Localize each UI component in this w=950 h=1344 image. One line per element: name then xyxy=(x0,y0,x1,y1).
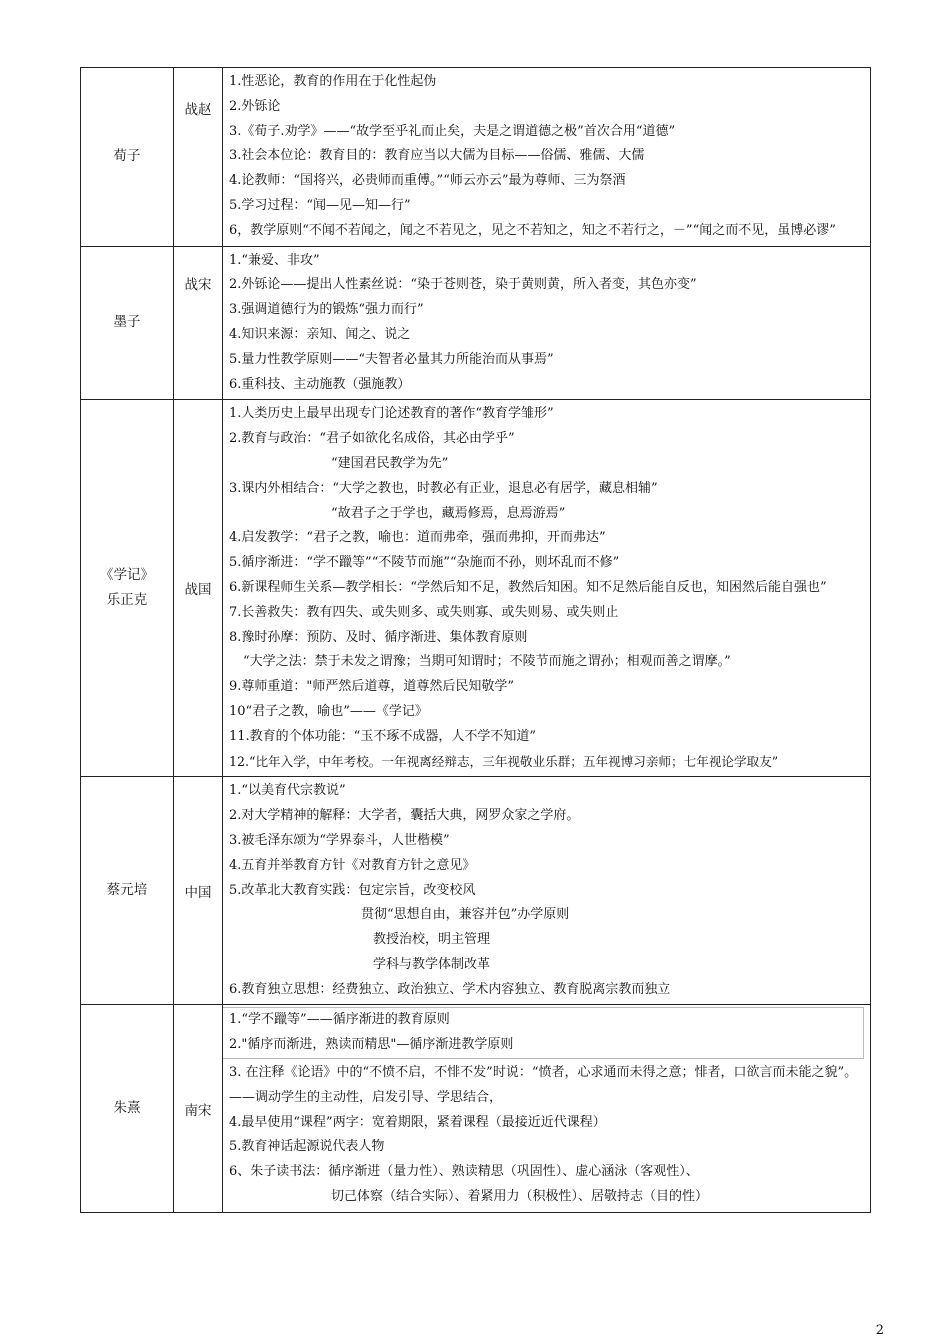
author-name: 乐正克 xyxy=(106,592,148,609)
list-item: 9.尊师重道："师严然后道尊，道尊然后民知敬学” xyxy=(229,679,515,695)
list-item: 教授治校，明主管理 xyxy=(373,932,491,948)
table-row xyxy=(81,1005,871,1212)
list-item: 3.强调道德行为的锻炼“强力而行” xyxy=(229,302,424,318)
list-item: 3.《荀子.劝学》——“故学至乎礼而止矣，夫是之谓道德之极”首次合用“道德” xyxy=(229,123,676,139)
list-item: 6.重科技、主动施教（强施教） xyxy=(229,376,411,392)
list-item: 1.“兼爱、非攻” xyxy=(229,252,320,268)
list-item: 2."循序而渐进，熟读而精思"—循序渐进教学原则 xyxy=(229,1037,514,1053)
list-item: 12.“比年入学，中年考校。一年视离经辩志，三年视敬业乐群；五年视博习亲师；七年视论学取友” xyxy=(229,753,779,769)
summary-table xyxy=(80,67,871,1213)
book-title: 《学记》 xyxy=(100,567,154,584)
list-item: 5.学习过程：“闻—见—知—行” xyxy=(229,197,411,213)
list-item: 10“君子之教，喻也”——《学记》 xyxy=(229,703,428,719)
list-item: 2.外铄论 xyxy=(229,98,281,114)
person-name: 蔡元培 xyxy=(81,777,174,1005)
list-item: 3.被毛泽东颂为“学界泰斗，人世楷模” xyxy=(229,832,450,848)
list-item: 2.对大学精神的解释：大学者，囊括大典，网罗众家之学府。 xyxy=(229,808,580,824)
content-cell xyxy=(223,777,871,1005)
list-item: 2.教育与政治：“君子如欲化名成俗，其必由学乎” xyxy=(229,431,515,447)
list-item: 5.教育神话起源说代表人物 xyxy=(229,1139,385,1155)
list-item: 11.教育的个体功能：“玉不琢不成器，人不学不知道” xyxy=(229,728,536,744)
table-row xyxy=(81,246,871,400)
list-item: 2.外铄论——提出人性素丝说：“染于苍则苍，染于黄则黄，所入者变，其色亦变” xyxy=(229,277,697,293)
list-item: 4.最早使用“课程”两字：宽着期限，紧着课程（最接近近代课程） xyxy=(229,1114,606,1130)
list-item: 学科与教学体制改革 xyxy=(373,956,491,972)
list-item: 4.五育并举教育方针《对教育方针之意见》 xyxy=(229,857,476,873)
list-item: 1.“以美育代宗教说” xyxy=(229,783,346,799)
list-item: 6，教学原则“不闻不若闻之，闻之不若见之，见之不若知之，知之不若行之，－”“闻之而不见，虽博必谬” xyxy=(229,222,836,238)
person-name: 荀子 xyxy=(81,68,174,247)
person-name: 朱熹 xyxy=(81,1005,174,1212)
list-item: 5.量力性教学原则——“夫智者必量其力所能治而从事焉” xyxy=(229,351,554,367)
list-item: 贯彻“思想自由，兼容并包”办学原则 xyxy=(361,907,570,923)
list-item: 6.教育独立思想：经费独立、政治独立、学术内容独立、教育脱离宗教而独立 xyxy=(229,981,671,997)
list-item: 7.长善救失：教有四失、或失则多、或失则寡、或失则易、或失则止 xyxy=(229,604,619,620)
era: 南宋 xyxy=(174,1005,223,1212)
content-cell xyxy=(223,246,871,400)
list-item: 3.社会本位论：教育目的：教育应当以大儒为目标——俗儒、雅儒、大儒 xyxy=(229,148,645,164)
list-item: “建国君民教学为先” xyxy=(331,455,449,471)
list-item: 5.循序渐进：“学不躐等”“不陵节而施”“杂施而不孙，则坏乱而不修” xyxy=(229,555,620,571)
era: 战赵 xyxy=(174,68,223,247)
inner-box xyxy=(223,1007,864,1059)
content-cell xyxy=(223,1005,871,1212)
list-item: 1.“学不躐等”——循序渐进的教育原则 xyxy=(229,1012,450,1028)
table-row xyxy=(81,68,871,247)
list-item: 1.性恶论，教育的作用在于化性起伪 xyxy=(229,74,437,89)
list-item: 切己体察（结合实际）、着紧用力（积极性）、居敬持志（目的性） xyxy=(331,1189,709,1205)
era: 战宋 xyxy=(174,246,223,400)
list-item: 4.知识来源：亲知、闻之、说之 xyxy=(229,326,411,342)
content-cell xyxy=(223,400,871,777)
list-item: 4.论教师：“国将兴，必贵师而重傅。”“师云亦云”最为尊师、三为祭酒 xyxy=(229,173,626,189)
list-item: “大学之法：禁于未发之谓豫；当期可知谓时；不陵节而施之谓孙；相观而善之谓摩。” xyxy=(243,654,731,670)
table-row xyxy=(81,400,871,777)
page-number: 2 xyxy=(875,1323,884,1338)
list-item: 6、朱子读书法：循序渐进（量力性）、熟读精思（巩固性）、虚心涵泳（客观性）、 xyxy=(229,1164,699,1180)
era: 战国 xyxy=(174,400,223,777)
list-item: 1.人类历史上最早出现专门论述教育的著作“教育学雏形” xyxy=(229,406,554,422)
person-name xyxy=(81,400,174,777)
era: 中国 xyxy=(174,777,223,1005)
person-name: 墨子 xyxy=(81,246,174,400)
list-item: 8.豫时孙摩：预防、及时、循序渐进、集体教育原则 xyxy=(229,629,528,645)
list-item: 3.课内外相结合：“大学之教也，时教必有正业，退息必有居学，藏息相辅” xyxy=(229,480,658,496)
content-cell xyxy=(223,68,871,247)
list-item: 4.启发教学：“君子之教，喻也：道而弗牵，强而弗抑，开而弗达” xyxy=(229,530,606,546)
list-item: “故君子之于学也，藏焉修焉，息焉游焉” xyxy=(331,505,566,521)
list-item: 3. 在注释《论语》中的“不愤不启，不悱不发”时说：“愤者，心求通而未得之意；悱者，口欲言而未能之貌”。——调动学生的主动性，启发引导、学思结合， xyxy=(229,1065,858,1105)
table-row xyxy=(81,777,871,1005)
list-item: 5.改革北大教育实践：包定宗旨，改变校风 xyxy=(229,882,476,898)
list-item: 6.新课程师生关系—教学相长：“学然后知不足，教然后知困。知不足然后能自反也，知困然后能自强也” xyxy=(229,579,827,595)
